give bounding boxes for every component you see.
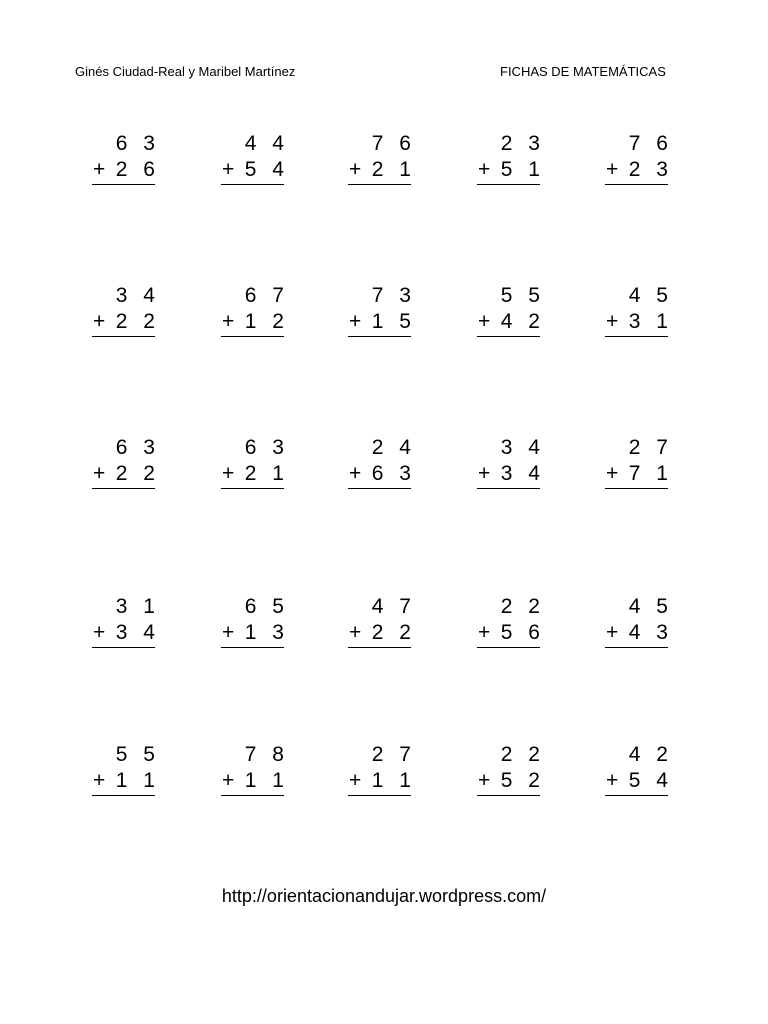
second-addend: 2 3 [628,158,673,181]
first-addend: 5 5 [115,743,160,766]
addition-problem [476,595,545,656]
second-addend: 7 1 [628,462,673,485]
sum-line [221,336,284,337]
second-addend: 2 1 [244,462,289,485]
plus-sign: + [349,769,362,792]
first-addend-row [604,595,673,618]
second-addend: 3 4 [115,621,160,644]
first-addend: 4 5 [628,595,673,618]
addition-problem [220,436,289,497]
addition-problem [476,132,545,193]
second-addend: 5 1 [500,158,545,181]
first-addend-row [91,284,160,307]
first-addend-row [347,284,416,307]
plus-sign: + [349,621,362,644]
first-addend: 3 1 [115,595,160,618]
second-addend-row [91,158,160,181]
plus-sign: + [349,310,362,333]
first-addend-row [604,436,673,459]
second-addend: 1 5 [371,310,416,333]
second-addend-row [347,769,416,792]
second-addend-row [220,462,289,485]
addition-problem [347,743,416,804]
first-addend: 2 7 [371,743,416,766]
addition-problem [220,595,289,656]
first-addend-row [91,595,160,618]
first-addend-row [91,436,160,459]
plus-sign: + [222,310,235,333]
first-addend-row [476,436,545,459]
first-addend-row [476,743,545,766]
addition-problem [220,284,289,345]
first-addend-row [91,743,160,766]
first-addend-row [347,595,416,618]
second-addend-row [604,310,673,333]
second-addend: 1 1 [115,769,160,792]
first-addend: 7 8 [244,743,289,766]
second-addend: 5 6 [500,621,545,644]
second-addend-row [91,621,160,644]
second-addend: 2 6 [115,158,160,181]
first-addend-row [220,595,289,618]
second-addend: 1 1 [371,769,416,792]
sum-line [348,795,411,796]
plus-sign: + [93,621,106,644]
first-addend-row [347,436,416,459]
second-addend-row [91,310,160,333]
sum-line [605,795,668,796]
first-addend-row [476,595,545,618]
first-addend: 7 6 [628,132,673,155]
first-addend: 4 2 [628,743,673,766]
addition-problem [347,436,416,497]
second-addend-row [220,310,289,333]
first-addend: 3 4 [500,436,545,459]
second-addend: 5 2 [500,769,545,792]
addition-problem [91,436,160,497]
addition-problem [604,284,673,345]
first-addend-row [347,132,416,155]
second-addend: 3 1 [628,310,673,333]
sum-line [221,184,284,185]
second-addend-row [347,621,416,644]
second-addend: 4 2 [500,310,545,333]
second-addend: 5 4 [244,158,289,181]
second-addend: 2 1 [371,158,416,181]
second-addend-row [347,462,416,485]
second-addend: 2 2 [115,462,160,485]
first-addend: 3 4 [115,284,160,307]
second-addend-row [347,158,416,181]
sum-line [92,184,155,185]
second-addend: 2 2 [371,621,416,644]
plus-sign: + [93,462,106,485]
sum-line [221,647,284,648]
second-addend-row [604,621,673,644]
plus-sign: + [349,158,362,181]
plus-sign: + [606,769,619,792]
second-addend-row [347,310,416,333]
second-addend-row [604,769,673,792]
sum-line [605,488,668,489]
addition-problem [476,743,545,804]
addition-problem [347,595,416,656]
sum-line [605,647,668,648]
second-addend: 5 4 [628,769,673,792]
sum-line [221,795,284,796]
first-addend-row [604,743,673,766]
second-addend-row [604,462,673,485]
plus-sign: + [606,462,619,485]
sum-line [348,488,411,489]
first-addend-row [476,284,545,307]
first-addend: 2 2 [500,595,545,618]
first-addend-row [604,284,673,307]
first-addend: 6 3 [244,436,289,459]
first-addend: 2 4 [371,436,416,459]
sum-line [477,184,540,185]
plus-sign: + [93,769,106,792]
second-addend-row [476,462,545,485]
second-addend: 2 2 [115,310,160,333]
sum-line [348,647,411,648]
second-addend: 1 2 [244,310,289,333]
addition-problem [604,743,673,804]
plus-sign: + [606,621,619,644]
addition-problem [476,436,545,497]
plus-sign: + [478,158,491,181]
first-addend: 4 5 [628,284,673,307]
second-addend-row [220,158,289,181]
second-addend-row [91,462,160,485]
second-addend: 1 3 [244,621,289,644]
second-addend: 1 1 [244,769,289,792]
sum-line [92,488,155,489]
sum-line [477,336,540,337]
addition-problem [91,284,160,345]
addition-problem [91,132,160,193]
plus-sign: + [478,621,491,644]
addition-problem [604,595,673,656]
second-addend-row [220,769,289,792]
first-addend: 6 7 [244,284,289,307]
plus-sign: + [93,158,106,181]
addition-problem [347,132,416,193]
first-addend: 2 3 [500,132,545,155]
footer-url: http://orientacionandujar.wordpress.com/ [221,886,547,906]
sum-line [348,336,411,337]
first-addend: 2 7 [628,436,673,459]
second-addend-row [476,310,545,333]
first-addend: 7 3 [371,284,416,307]
sum-line [348,184,411,185]
first-addend-row [604,132,673,155]
first-addend: 4 4 [244,132,289,155]
second-addend-row [91,769,160,792]
first-addend-row [91,132,160,155]
second-addend: 4 3 [628,621,673,644]
first-addend-row [476,132,545,155]
plus-sign: + [222,769,235,792]
addition-problem [91,595,160,656]
first-addend: 4 7 [371,595,416,618]
sum-line [92,336,155,337]
plus-sign: + [606,158,619,181]
first-addend: 7 6 [371,132,416,155]
plus-sign: + [222,462,235,485]
addition-problem [220,743,289,804]
plus-sign: + [478,769,491,792]
addition-problem [604,132,673,193]
plus-sign: + [478,310,491,333]
sum-line [605,336,668,337]
sum-line [221,488,284,489]
first-addend-row [220,284,289,307]
sum-line [92,647,155,648]
author-credit: Ginés Ciudad-Real y Maribel Martínez [75,64,296,79]
first-addend: 6 3 [115,436,160,459]
sum-line [477,795,540,796]
first-addend-row [347,743,416,766]
first-addend: 6 5 [244,595,289,618]
plus-sign: + [606,310,619,333]
sum-line [477,647,540,648]
sum-line [605,184,668,185]
plus-sign: + [222,621,235,644]
addition-problem [604,436,673,497]
worksheet-title: FICHAS DE MATEMÁTICAS [500,64,666,79]
addition-problem [476,284,545,345]
addition-problem [347,284,416,345]
sum-line [477,488,540,489]
plus-sign: + [222,158,235,181]
sum-line [92,795,155,796]
second-addend-row [220,621,289,644]
plus-sign: + [93,310,106,333]
second-addend-row [476,621,545,644]
first-addend: 2 2 [500,743,545,766]
first-addend-row [220,436,289,459]
second-addend: 6 3 [371,462,416,485]
first-addend-row [220,743,289,766]
plus-sign: + [349,462,362,485]
first-addend-row [220,132,289,155]
second-addend-row [476,158,545,181]
second-addend: 3 4 [500,462,545,485]
plus-sign: + [478,462,491,485]
addition-problem [91,743,160,804]
second-addend-row [604,158,673,181]
second-addend-row [476,769,545,792]
first-addend: 5 5 [500,284,545,307]
first-addend: 6 3 [115,132,160,155]
addition-problem [220,132,289,193]
